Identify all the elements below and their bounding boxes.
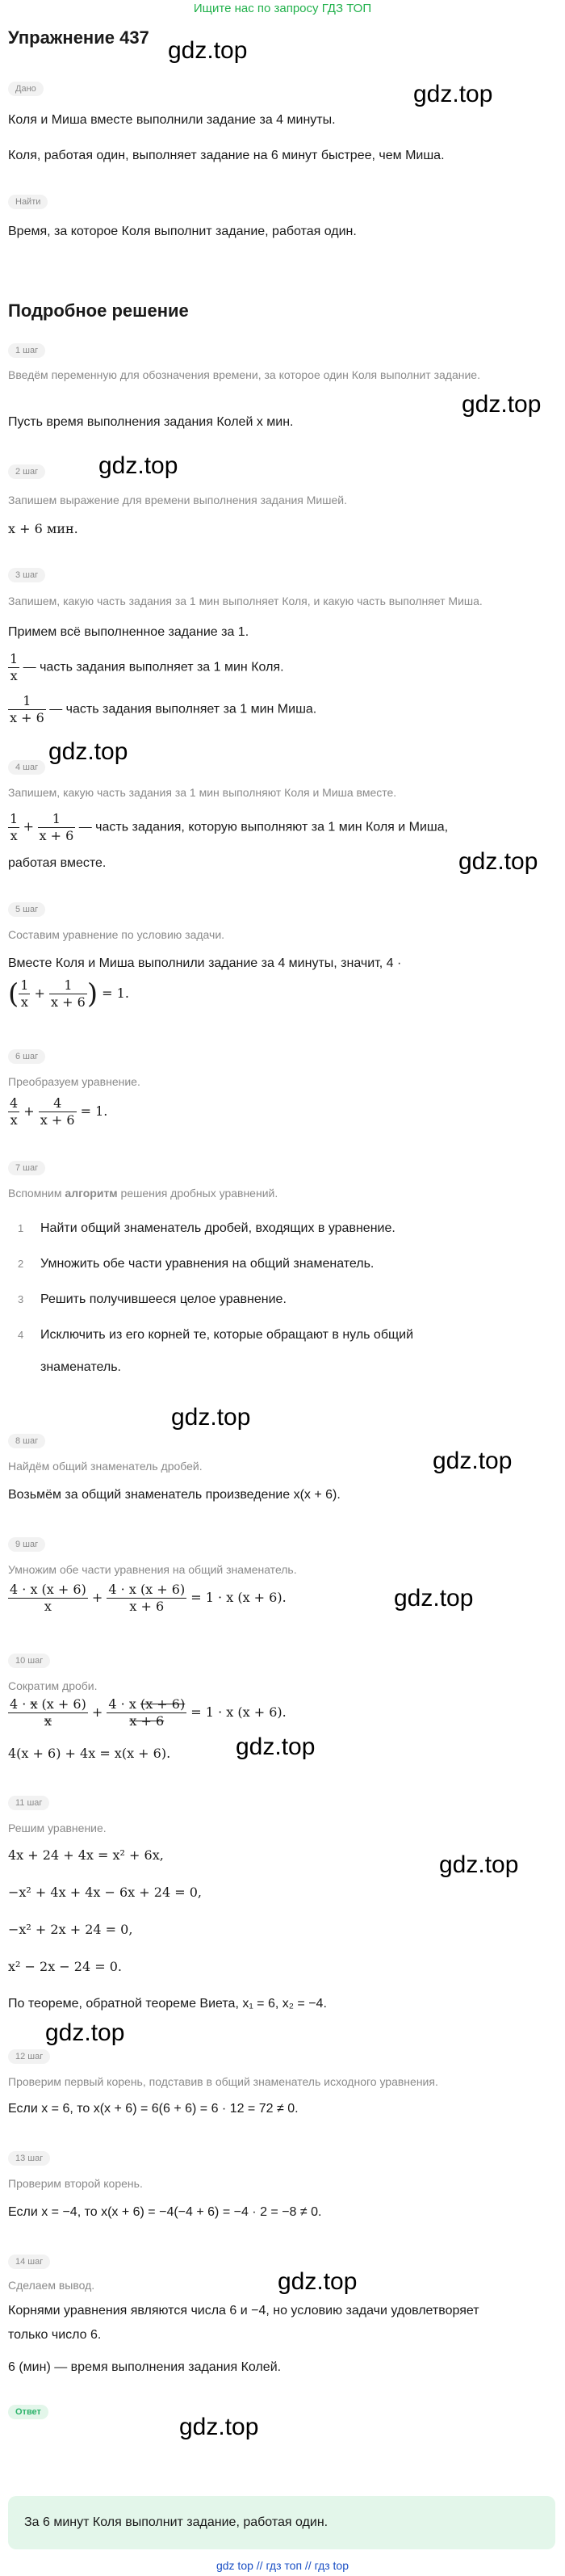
step-description: Запишем, какую часть задания за 1 мин выполняет Коля, и какую часть выполняет Миша. <box>8 595 483 607</box>
step-text: x + 6 мин. <box>8 521 78 536</box>
step-description: Умножим обе части уравнения на общий знаменатель. <box>8 1563 297 1576</box>
watermark: gdz.top <box>458 848 538 875</box>
watermark: gdz.top <box>48 738 128 765</box>
given-line-2: Коля, работая один, выполняет задание на 6 минут быстрее, чем Миша. <box>8 149 445 162</box>
watermark: gdz.top <box>433 1448 513 1474</box>
algorithm-item: 1 Найти общий знаменатель дробей, входящих в уравнение. <box>18 1221 396 1235</box>
equation: 4x + 24 + 4x = x² + 6x, <box>8 1847 164 1863</box>
algorithm-item: 3 Решить получившееся целое уравнение. <box>18 1292 287 1306</box>
watermark: gdz.top <box>98 452 178 479</box>
step-description: Сделаем вывод. <box>8 2279 95 2292</box>
step-label: 10 шаг <box>8 1654 50 1668</box>
watermark: gdz.top <box>179 2414 259 2440</box>
step-label: 12 шаг <box>8 2049 50 2064</box>
given-line-1: Коля и Миша вместе выполнили задание за 4 минуты. <box>8 113 336 127</box>
step-description: Проверим первый корень, подставив в общий знаменатель исходного уравнения. <box>8 2075 438 2088</box>
watermark: gdz.top <box>278 2268 358 2295</box>
step-description: Сократим дроби. <box>8 1679 98 1692</box>
step-text: Если x = 6, то x(x + 6) = 6(6 + 6) = 6 · 12 = 72 ≠ 0. <box>8 2102 299 2116</box>
equation: $\frac{4 \cdot x (x + 6)}{x}$ + $\frac{4 \cdot x (x + 6)}{x + 6}$ = 1 · x (x + 6). <box>10 1696 287 1729</box>
step-text: Если x = −4, то x(x + 6) = −4(−4 + 6) = −4 · 2 = −8 ≠ 0. <box>8 2205 322 2219</box>
watermark: gdz.top <box>236 1733 316 1760</box>
equation: $\frac{4 \cdot x (x + 6)}{x}$ + $\frac{4 \cdot x (x + 6)}{x + 6}$ = 1 · x (x + 6). <box>10 1582 287 1614</box>
watermark: gdz.top <box>168 37 248 64</box>
algorithm-item-cont: знаменатель. <box>40 1360 121 1374</box>
step-description: Составим уравнение по условию задачи. <box>8 928 225 941</box>
step-text-cont: работая вместе. <box>8 856 107 870</box>
step-text: Вместе Коля и Миша выполнили задание за 4 минуты, значит, 4 · <box>8 956 402 970</box>
footer-links[interactable]: gdz top // гдз топ // гдз top <box>216 2559 349 2572</box>
equation: 4(x + 6) + 4x = x(x + 6). <box>8 1746 171 1761</box>
step-description: Вспомним алгоритм решения дробных уравнений. <box>8 1187 278 1200</box>
step-text: Примем всё выполненное задание за 1. <box>8 625 249 639</box>
step-label: 14 шаг <box>8 2255 50 2269</box>
equation: $\frac{4}{x}$ + $\frac{4}{x + 6}$ = 1. <box>10 1095 108 1128</box>
equation: −x² + 4x + 4x − 6x + 24 = 0, <box>8 1885 202 1900</box>
answer-text: За 6 минут Коля выполнит задание, работая один. <box>24 2515 329 2529</box>
watermark: gdz.top <box>394 1585 474 1612</box>
answer-label: Ответ <box>8 2405 48 2419</box>
step-label: 11 шаг <box>8 1796 49 1810</box>
fraction-line-kolya: $\frac{1}{x}$ — часть задания выполняет за 1 мин Коля. <box>10 651 284 683</box>
exercise-title: Упражнение 437 <box>8 27 149 48</box>
watermark: gdz.top <box>45 2019 125 2046</box>
step-conclusion: 6 (мин) — время выполнения задания Колей. <box>8 2360 282 2374</box>
step-description: Найдём общий знаменатель дробей. <box>8 1460 203 1473</box>
step-description: Запишем выражение для времени выполнения задания Мишей. <box>8 494 347 506</box>
solution-title: Подробное решение <box>8 300 189 321</box>
step-description: Преобразуем уравнение. <box>8 1075 140 1088</box>
step-label: 1 шаг <box>8 343 45 358</box>
step-label: 6 шаг <box>8 1049 45 1064</box>
step-label: 8 шаг <box>8 1434 45 1448</box>
step-text: Корнями уравнения являются числа 6 и −4, но условию задачи удовлетворяет <box>8 2304 479 2318</box>
step-label: 3 шаг <box>8 568 45 582</box>
step-label: 13 шаг <box>8 2151 50 2166</box>
step-description: Введём переменную для обозначения времени, за которое один Коля выполнит задание. <box>8 368 480 381</box>
equation: x² − 2x − 24 = 0. <box>8 1959 122 1974</box>
equation: ( $\frac{1}{x}$ + $\frac{1}{x + 6}$ ) = 1. <box>8 977 129 1011</box>
watermark: gdz.top <box>462 391 542 418</box>
given-label: Дано <box>8 82 44 96</box>
step-label: 5 шаг <box>8 902 45 917</box>
step-description: Решим уравнение. <box>8 1822 107 1834</box>
step-text: $\frac{1}{x}$ + $\frac{1}{x + 6}$ — часть задания, которую выполняют за 1 мин Коля и Миша, <box>10 811 449 843</box>
step-label: 2 шаг <box>8 464 45 479</box>
find-text: Время, за которое Коля выполнит задание, работая один. <box>8 225 357 238</box>
step-label: 4 шаг <box>8 760 45 775</box>
step-label: 7 шаг <box>8 1161 45 1175</box>
step-text: Пусть время выполнения задания Колей x мин. <box>8 415 294 429</box>
step-label: 9 шаг <box>8 1537 45 1552</box>
top-search-link[interactable]: Ищите нас по запросу ГДЗ ТОП <box>193 2 372 15</box>
algorithm-item: 4 Исключить из его корней те, которые обращают в нуль общий <box>18 1328 414 1342</box>
step-description: Проверим второй корень. <box>8 2177 143 2190</box>
watermark: gdz.top <box>171 1404 251 1431</box>
algorithm-item: 2 Умножить обе части уравнения на общий знаменатель. <box>18 1257 375 1271</box>
step-text-cont: только число 6. <box>8 2328 102 2342</box>
fraction-line-misha: $\frac{1}{x + 6}$ — часть задания выполняет за 1 мин Миша. <box>10 693 317 725</box>
watermark: gdz.top <box>439 1851 519 1878</box>
watermark: gdz.top <box>413 81 493 107</box>
step-text: Возьмём за общий знаменатель произведение x(x + 6). <box>8 1488 341 1502</box>
find-label: Найти <box>8 195 48 209</box>
equation: −x² + 2x + 24 = 0, <box>8 1922 133 1937</box>
step-description: Запишем, какую часть задания за 1 мин выполняют Коля и Миша вместе. <box>8 786 397 799</box>
step-text: По теореме, обратной теореме Виета, x₁ = 6, x₂ = −4. <box>8 1997 327 2011</box>
